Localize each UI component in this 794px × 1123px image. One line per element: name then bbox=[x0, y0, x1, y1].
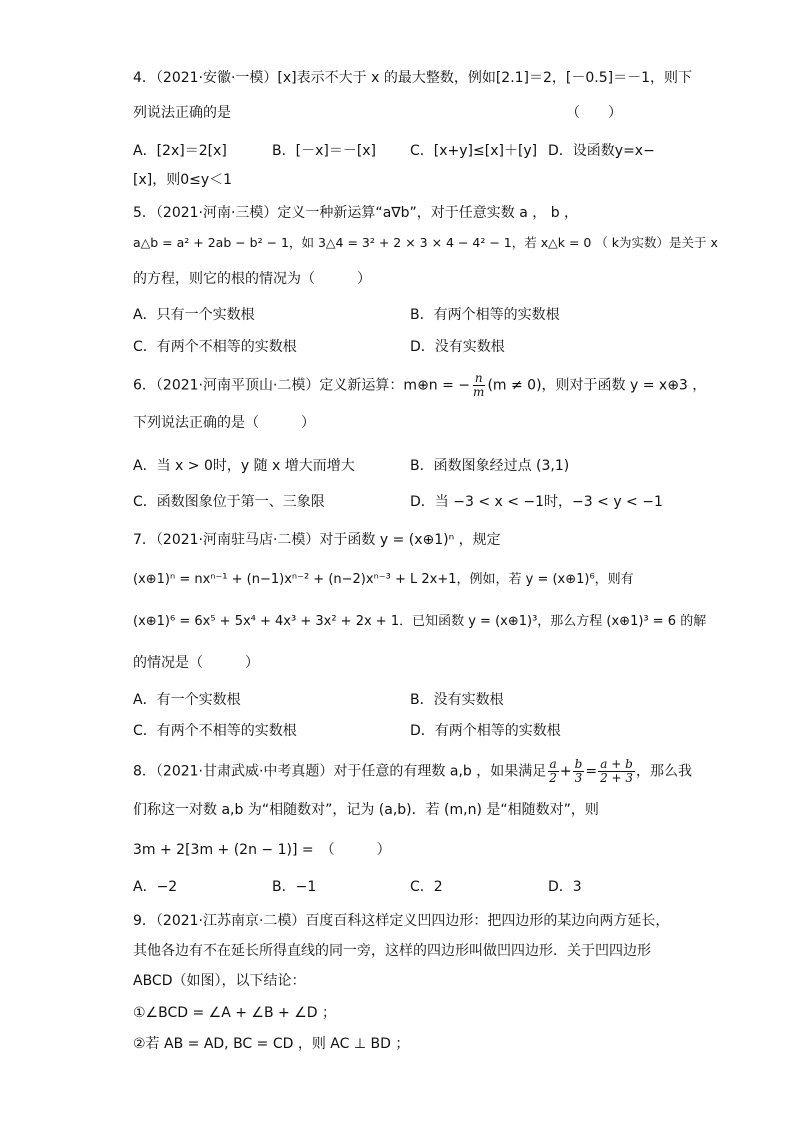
q5-option-c: C．有两个不相等的实数根 bbox=[133, 339, 297, 355]
q8-f3-num: a + b bbox=[600, 757, 633, 771]
q7-stem-line3: (x⊕1)⁶ = 6x⁵ + 5x⁴ + 4x³ + 3x² + 2x + 1．已知函数 y = (x⊕1)³，那么方程 (x⊕1)³ = 6 的解 bbox=[133, 614, 707, 629]
q9-stem-line1: 9．（2021·江苏南京·二模）百度百科这样定义凹四边形：把四边形的某边向两方延长， bbox=[133, 913, 670, 929]
q8-plus: + bbox=[559, 763, 572, 780]
q6-stem-line2: 下列说法正确的是（ ） bbox=[133, 415, 315, 431]
q9-conclusion-1: ①∠BCD = ∠A + ∠B + ∠D ； bbox=[133, 1005, 336, 1021]
q6-fraction-num: n bbox=[474, 371, 483, 385]
q7-option-b: B．没有实数根 bbox=[410, 692, 504, 708]
q8-f2-den: 3 bbox=[574, 771, 583, 785]
q8-equals: = bbox=[585, 763, 598, 780]
q6-fraction bbox=[471, 372, 486, 399]
q4-option-d: D．设函数y=x− bbox=[548, 143, 655, 159]
q6-option-c: C．函数图象位于第一、三象限 bbox=[133, 494, 325, 510]
q5-stem-line1: 5．（2021·河南·三模）定义一种新运算“a∇b”，对于任意实数 a ， b ， bbox=[133, 205, 579, 221]
q8-option-b: B．−1 bbox=[272, 879, 317, 895]
q4-answer-bracket: （ ） bbox=[566, 105, 622, 121]
q5-option-d: D．没有实数根 bbox=[410, 339, 505, 355]
q8-stem-line2: 们称这一对数 a,b 为“相随数对”，记为 (a,b)．若 (m,n) 是“相随数对”，则 bbox=[133, 802, 599, 818]
q4-option-a: A．[2x]＝2[x] bbox=[133, 143, 227, 159]
q6-option-a: A．当 x > 0时，y 随 x 增大而增大 bbox=[133, 458, 355, 474]
q8-stem-pre: 8．（2021·甘肃武威·中考真题）对于任意的有理数 a,b ，如果满足 bbox=[133, 763, 547, 780]
q9-stem-line2: 其他各边有不在延长所得直线的同一旁，这样的四边形叫做凹四边形．关于凹四边形 bbox=[133, 943, 651, 959]
q6-stem-line1 bbox=[133, 372, 706, 399]
q8-stem-line1 bbox=[133, 758, 692, 785]
q6-option-b: B．函数图象经过点 (3,1) bbox=[410, 458, 570, 474]
q7-stem-line1: 7．（2021·河南驻马店·二模）对于函数 y = (x⊕1)ⁿ ，规定 bbox=[133, 532, 501, 548]
q8-fraction-a2 bbox=[547, 758, 559, 785]
q8-f1-num: a bbox=[549, 757, 557, 771]
q4-option-b: B．[－x]＝－[x] bbox=[272, 143, 377, 159]
q8-f1-den: 2 bbox=[549, 771, 557, 785]
q8-fraction-ab bbox=[598, 758, 635, 785]
q7-option-c: C．有两个不相等的实数根 bbox=[133, 723, 297, 739]
q7-stem-line4: 的情况是（ ） bbox=[133, 655, 259, 671]
q8-option-d: D．3 bbox=[548, 879, 582, 895]
q4-option-d-cont: [x]，则0≤y＜1 bbox=[133, 172, 233, 188]
q5-stem-line2: a△b = a² + 2ab − b² − 1，如 3△4 = 3² + 2 × 3 × 4 − 4² − 1，若 x△k = 0 （ k为实数）是关于 x bbox=[133, 235, 718, 250]
q5-option-a: A．只有一个实数根 bbox=[133, 307, 255, 323]
q7-option-d: D．有两个相等的实数根 bbox=[410, 723, 561, 739]
q8-fraction-b3 bbox=[573, 758, 585, 785]
q4-option-c: C．[x+y]≤[x]＋[y] bbox=[410, 143, 538, 159]
q6-fraction-den: m bbox=[473, 385, 485, 399]
q6-stem-post: (m ≠ 0)，则对于函数 y = x⊕3 ， bbox=[487, 377, 707, 394]
q8-stem-line3: 3m + 2[3m + (2n − 1)] = （ ） bbox=[133, 842, 391, 858]
q8-f3-den: 2 + 3 bbox=[600, 771, 634, 785]
q9-conclusion-2: ②若 AB = AD, BC = CD ，则 AC ⊥ BD ； bbox=[133, 1036, 410, 1052]
q5-option-b: B．有两个相等的实数根 bbox=[410, 307, 560, 323]
q4-stem-line1: 4．（2021·安徽·一模）[x]表示不大于 x 的最大整数，例如[2.1]＝2，[－0.5]＝－1，则下 bbox=[133, 70, 693, 86]
q7-option-a: A．有一个实数根 bbox=[133, 692, 241, 708]
q9-stem-line3: ABCD（如图），以下结论： bbox=[133, 973, 306, 989]
q8-option-a: A．−2 bbox=[133, 879, 178, 895]
q6-option-d: D．当 −3 < x < −1时，−3 < y < −1 bbox=[410, 494, 663, 510]
q8-f2-num: b bbox=[574, 757, 583, 771]
q8-stem-post: ，那么我 bbox=[636, 763, 693, 780]
q8-option-c: C．2 bbox=[410, 879, 443, 895]
q7-stem-line2: (x⊕1)ⁿ = nxⁿ⁻¹ + (n−1)xⁿ⁻² + (n−2)xⁿ⁻³ + L 2x+1，例如，若 y = (x⊕1)⁶，则有 bbox=[133, 572, 634, 587]
q5-stem-line3: 的方程，则它的根的情况为（ ） bbox=[133, 271, 371, 287]
q4-stem-line2: 列说法正确的是 bbox=[133, 105, 231, 121]
q6-stem-pre: 6．（2021·河南平顶山·二模）定义新运算：m⊕n = − bbox=[133, 377, 471, 394]
